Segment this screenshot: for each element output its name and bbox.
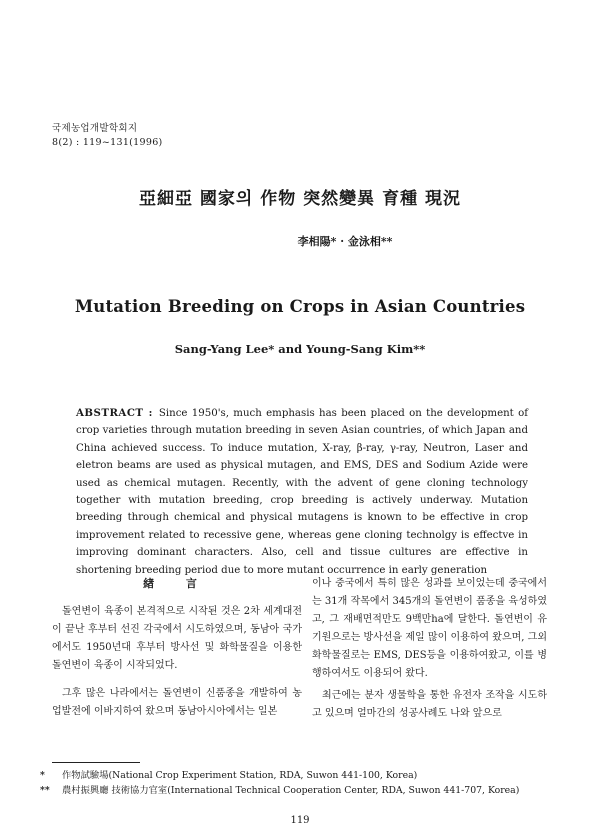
right-column xyxy=(312,575,547,733)
english-authors: Sang-Yang Lee* and Young-Sang Kim** xyxy=(174,342,426,356)
journal-name: 국제농업개발학회지 xyxy=(52,123,138,134)
footnote-text: 作物試驗場(National Crop Experiment Station, RDA, Suwon 441-100, Korea) xyxy=(62,770,418,781)
footnote-mark: * xyxy=(40,770,45,781)
intro-paragraph: 그후 많은 나라에서는 돌연변이 신품종을 개발하여 농업발전에 이바지하여 왔으며 동남아시아에서는 일본 xyxy=(52,688,302,717)
korean-authors: 李相陽* · 金泳相** xyxy=(297,235,393,248)
abstract xyxy=(76,405,528,579)
korean-title: 亞細亞 國家의 作物 突然變異 育種 現況 xyxy=(138,189,461,209)
abstract-label: ABSTRACT : xyxy=(76,407,153,419)
left-column xyxy=(52,575,302,731)
section-heading: 緖 言 xyxy=(143,577,211,590)
intro-paragraph: 최근에는 분자 생물학을 통한 유전자 조작을 시도하고 있으며 얼마간의 성공사례도 나와 앞으로 xyxy=(312,690,547,719)
abstract-text: Since 1950's, much emphasis has been placed on the development of crop varieties through mutation breeding in seven Asian countries, of which Japan and China achieved success. To induce mutation, X-ray, β-ray, γ-ray, Neutron, Laser and eletron beams are used as physical mutagen, and EMS, DES and Sodium Azide were used as chemical mutagen. Recently, with the advent of gene cloning technology together with mutation breeding, crop breeding is actively underway. Mutation breeding through chemical and physical mutagens is known to be effective in crop improvement related to recessive gene, whereas gene cloning technolgy is effectve in improving dominant characters. Also, cell and tissue cultures are effective in shortening breeding period due to more mutant occurrence in early generation xyxy=(76,408,528,576)
journal-issue: 8(2) : 119~131(1996) xyxy=(52,137,163,148)
footnote-2 xyxy=(40,784,519,797)
footnote-mark: ** xyxy=(40,785,50,796)
intro-paragraph: 돌연변이 육종이 본격적으로 시작된 것은 2차 세계대전이 끝난 후부터 선진 각국에서 시도하였으며, 동남아 국가에서도 1950년대 후부터 방사선 및 화학물질을 이용한 돌연변이 육종이 시작되었다. xyxy=(52,606,302,671)
intro-paragraph: 이나 중국에서 특히 많은 성과를 보이었는데 중국에서는 31개 작목에서 345개의 돌연변이 품종을 육성하였고, 그 재배면적만도 9백만ha에 달한다. 돌연변이 유기원으로는 방사선을 제일 많이 이용하여 왔으며, 그외 화학물질로는 EMS, DES등을 이용하여왔고, 이를 병행하여서도 이용되어 왔다. xyxy=(312,578,547,679)
journal-info xyxy=(52,122,163,150)
footnote-divider xyxy=(52,762,140,763)
footnote-text: 農村振興廳 技術協力官室(International Technical Cooperation Center, RDA, Suwon 441-707, Korea) xyxy=(62,785,520,796)
footnote-1 xyxy=(40,769,417,782)
english-title: Mutation Breeding on Crops in Asian Countries xyxy=(74,297,526,316)
page-number: 119 xyxy=(290,815,310,826)
